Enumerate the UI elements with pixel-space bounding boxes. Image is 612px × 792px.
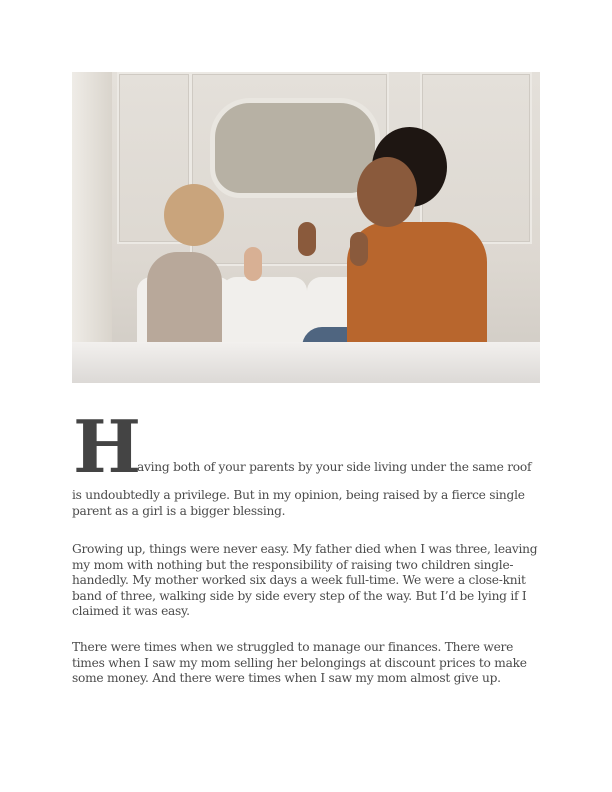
paragraph-1 [72, 488, 525, 519]
text-line: is undoubtedly a privilege. But in my opinion, being raised by a fierce single [72, 488, 525, 502]
girl-hand [244, 247, 262, 281]
text-line: parent as a girl is a bigger blessing. [72, 503, 286, 518]
text-line: band of three, walking side by side every step of the way. But I’d be lying if I [72, 588, 527, 603]
drop-cap: H [73, 404, 142, 489]
girl-head [164, 184, 224, 246]
text-line: There were times when we struggled to manage our finances. There were [72, 640, 514, 654]
woman-hand [298, 222, 316, 256]
text-line: Growing up, things were never easy. My father died when I was three, leaving [72, 542, 538, 556]
first-line: aving both of your parents by your side living under the same roof [137, 460, 532, 474]
text-line: some money. And there were times when I saw my mom almost give up. [72, 671, 501, 686]
mirror [210, 98, 380, 198]
text-line: handedly. My mother worked six days a week full-time. We were a close-knit [72, 573, 526, 588]
woman-hand [350, 232, 368, 266]
text-line: times when I saw my mom selling her belongings at discount prices to make [72, 655, 527, 670]
woman-head [357, 157, 417, 227]
text-line: claimed it was easy. [72, 604, 190, 619]
curtain [72, 72, 112, 362]
paragraph-2 [72, 542, 537, 620]
bed-sheet [72, 342, 540, 383]
article-photo [72, 72, 540, 383]
text-line: my mom with nothing but the responsibility of raising two children single- [72, 557, 514, 572]
paragraph-3 [72, 640, 527, 687]
